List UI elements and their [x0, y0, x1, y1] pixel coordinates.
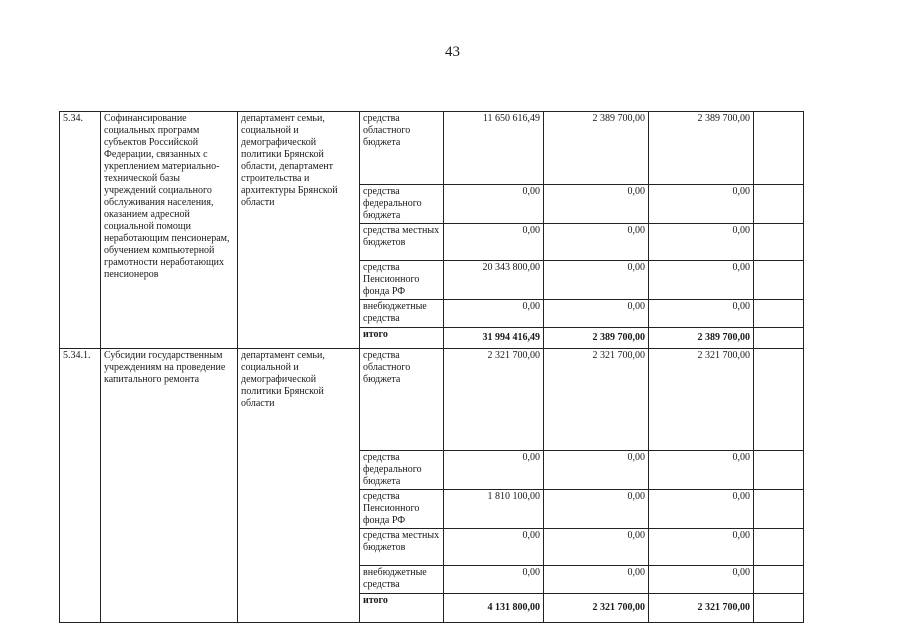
- value-cell: 0,00: [649, 566, 754, 594]
- empty-cell: [754, 185, 804, 224]
- empty-cell: [754, 328, 804, 349]
- budget-table: [59, 111, 804, 623]
- value-cell: 2 321 700,00: [544, 349, 649, 451]
- value-cell: 0,00: [444, 224, 544, 261]
- value-cell: 0,00: [444, 185, 544, 224]
- value-cell: 2 321 700,00: [649, 349, 754, 451]
- total-value: 2 389 700,00: [544, 328, 649, 349]
- source-label: средства федерального бюджета: [360, 451, 444, 490]
- total-value: 2 321 700,00: [649, 594, 754, 623]
- value-cell: 2 389 700,00: [649, 112, 754, 185]
- value-cell: 1 810 100,00: [444, 490, 544, 529]
- value-cell: 0,00: [444, 529, 544, 566]
- value-cell: 0,00: [544, 224, 649, 261]
- value-cell: 0,00: [649, 185, 754, 224]
- source-label: внебюджетные средства: [360, 566, 444, 594]
- value-cell: 0,00: [649, 490, 754, 529]
- empty-cell: [754, 349, 804, 451]
- value-cell: 0,00: [649, 224, 754, 261]
- total-label: итого: [360, 328, 444, 349]
- empty-cell: [754, 594, 804, 623]
- value-cell: 0,00: [444, 566, 544, 594]
- total-value: 2 389 700,00: [649, 328, 754, 349]
- value-cell: 0,00: [649, 451, 754, 490]
- page-number: 43: [445, 44, 460, 60]
- total-value: 2 321 700,00: [544, 594, 649, 623]
- total-value: 4 131 800,00: [444, 594, 544, 623]
- table-row: [60, 349, 804, 451]
- value-cell: 0,00: [544, 300, 649, 328]
- empty-cell: [754, 566, 804, 594]
- value-cell: 0,00: [444, 300, 544, 328]
- row-name: Софинансирование социальных программ субъектов Российской Федерации, связанных с укреплением материально-технической базы учреждений социального обслуживания населения, оказанием адресной социальной помощи неработающим пенсионерам, обучением компьютерной грамотности неработающих пенсионеров: [101, 112, 238, 349]
- row-name: Субсидии государственным учреждениям на проведение капитального ремонта: [101, 349, 238, 623]
- value-cell: 11 650 616,49: [444, 112, 544, 185]
- value-cell: 20 343 800,00: [444, 261, 544, 300]
- value-cell: 0,00: [649, 300, 754, 328]
- empty-cell: [754, 224, 804, 261]
- source-label: средства Пенсионного фонда РФ: [360, 261, 444, 300]
- row-code: 5.34.: [60, 112, 101, 349]
- value-cell: 0,00: [444, 451, 544, 490]
- value-cell: 0,00: [544, 451, 649, 490]
- value-cell: 0,00: [649, 261, 754, 300]
- source-label: средства местных бюджетов: [360, 224, 444, 261]
- row-executor: департамент семьи, социальной и демографической политики Брянской области, департамент строительства и архитектуры Брянской области: [238, 112, 360, 349]
- value-cell: 0,00: [544, 490, 649, 529]
- value-cell: 0,00: [649, 529, 754, 566]
- empty-cell: [754, 490, 804, 529]
- row-executor: департамент семьи, социальной и демографической политики Брянской области: [238, 349, 360, 623]
- total-value: 31 994 416,49: [444, 328, 544, 349]
- source-label: средства Пенсионного фонда РФ: [360, 490, 444, 529]
- value-cell: 0,00: [544, 261, 649, 300]
- source-label: средства федерального бюджета: [360, 185, 444, 224]
- empty-cell: [754, 112, 804, 185]
- value-cell: 2 321 700,00: [444, 349, 544, 451]
- value-cell: 2 389 700,00: [544, 112, 649, 185]
- source-label: средства областного бюджета: [360, 349, 444, 451]
- row-code: 5.34.1.: [60, 349, 101, 623]
- value-cell: 0,00: [544, 185, 649, 224]
- empty-cell: [754, 261, 804, 300]
- total-label: итого: [360, 594, 444, 623]
- source-label: средства областного бюджета: [360, 112, 444, 185]
- value-cell: 0,00: [544, 566, 649, 594]
- table-row: [60, 112, 804, 185]
- source-label: внебюджетные средства: [360, 300, 444, 328]
- value-cell: 0,00: [544, 529, 649, 566]
- empty-cell: [754, 300, 804, 328]
- source-label: средства местных бюджетов: [360, 529, 444, 566]
- empty-cell: [754, 529, 804, 566]
- empty-cell: [754, 451, 804, 490]
